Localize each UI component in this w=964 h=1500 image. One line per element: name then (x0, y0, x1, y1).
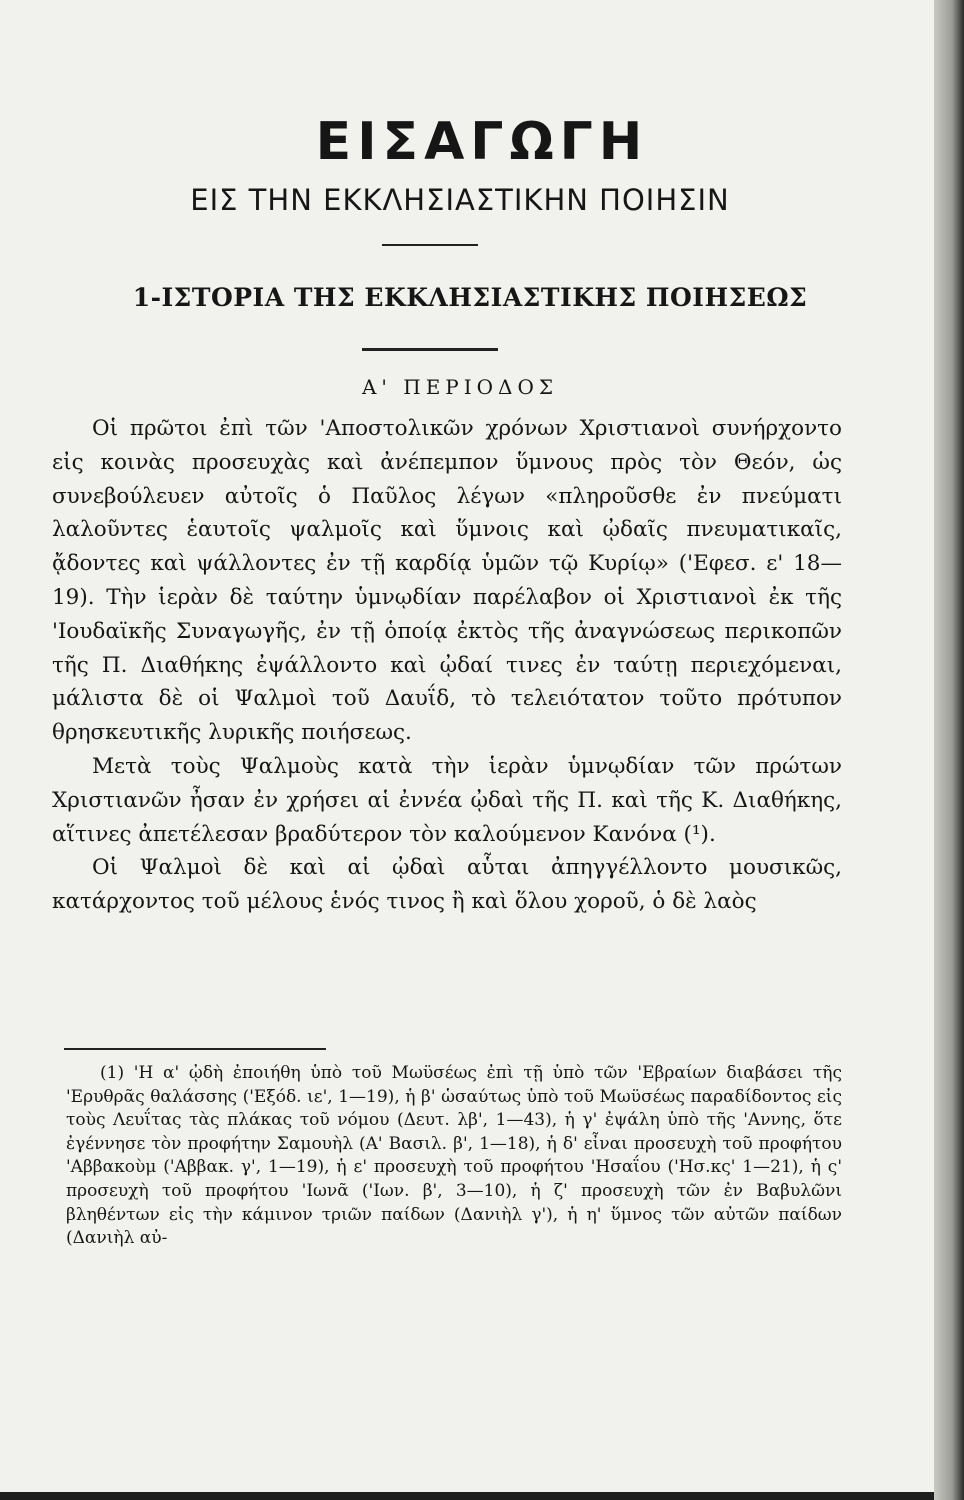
footnote (66, 1062, 842, 1251)
period-heading: Α' ΠΕΡΙΟΔΟΣ (361, 375, 559, 399)
body-paragraph: Μετὰ τοὺς Ψαλμοὺς κατὰ τὴν ἱερὰν ὑμνῳδίαν τῶν πρώτων Χριστιανῶν ἦσαν ἐν χρήσει αἱ ἐννέα ᾠδαὶ τῆς Π. καὶ τῆς Κ. Διαθήκης, αἵτινες ἀπετέλεσαν βραδύτερον τὸν καλούμενον Κανόνα (¹). (52, 753, 842, 847)
footnote-text: (1) 'Η α' ᾠδὴ ἐποιήθη ὑπὸ τοῦ Μωϋσέως ἐπὶ τῇ ὑπὸ τῶν 'Εβραίων διαβάσει τῆς 'Ερυθρᾶς θαλάσσης ('Εξόδ. ιε', 1—19), ἡ β' ὡσαύτως ὑπὸ τοῦ Μωϋσέως παραδίδοντος εἰς τοὺς Λευΐτας τὰς πλάκας τοῦ νόμου (Δευτ. λβ', 1—43), ἡ γ' ἐψάλη ὑπὸ τῆς 'Αννης, ὅτε ἐγέννησε τὸν προφήτην Σαμουὴλ (Α' Βασιλ. β', 1—18), ἡ δ' εἶναι προσευχὴ τοῦ προφήτου 'Αββακοὺμ ('Αββακ. γ', 1—19), ἡ ε' προσευχὴ τοῦ προφήτου 'Ησαΐου ('Ησ.κς' 1—21), ἡ ς' προσευχὴ τοῦ προφήτου 'Ιωνᾶ ('Ιων. β', 3—10), ἡ ζ' προσευχὴ τῶν ἐν Βαβυλῶνι βληθέντων εἰς τὴν κάμινον τριῶν παίδων (Δανιὴλ γ'), ἡ η' ὕμνος τῶν αὐτῶν παίδων (Δανιὴλ αὐ- (66, 1063, 842, 1249)
body-paragraph: Οἱ Ψαλμοὶ δὲ καὶ αἱ ᾠδαὶ αὗται ἀπηγγέλλοντο μουσικῶς, κατάρχοντος τοῦ μέλους ἑνός τινος ἢ καὶ ὅλου χοροῦ, ὁ δὲ λαὸς (52, 855, 842, 915)
footnote-divider (64, 1048, 326, 1050)
page-subtitle: ΕΙΣ ΤΗΝ ΕΚΚΛΗΣΙΑΣΤΙΚΗΝ ΠΟΙΗΣΙΝ (190, 183, 730, 217)
section-divider (362, 348, 498, 351)
body-paragraph: Οἱ πρῶτοι ἐπὶ τῶν 'Αποστολικῶν χρόνων Χριστιανοὶ συνήρχοντο εἰς κοινὰς προσευχὰς καὶ ἀνέπεμπον ὕμνους πρὸς τὸν Θεόν, ὡς συνεβούλευεν αὐτοῖς ὁ Παῦλος λέγων «πληροῦσθε ἐν πνεύματι λαλοῦντες ἑαυτοῖς ψαλμοῖς καὶ ὕμνοις καὶ ᾠδαῖς πνευματικαῖς, ᾄδοντες καὶ ψάλλοντες ἐν τῇ καρδίᾳ ὑμῶν τῷ Κυρίῳ» ('Εφεσ. ε' 18—19). Τὴν ἱερὰν δὲ ταύτην ὑμνῳδίαν παρέλαβον οἱ Χριστιανοὶ ἐκ τῆς 'Ιουδαϊκῆς Συναγωγῆς, ἐν τῇ ὁποίᾳ ἐκτὸς τῆς ἀναγνώσεως περικοπῶν τῆς Π. Διαθήκης ἐψάλλοντο καὶ ᾠδαί τινες ἐν ταύτῃ περιεχόμεναι, μάλιστα δὲ οἱ Ψαλμοὶ τοῦ Δαυΐδ, τὸ τελειότατον τοῦτο πρότυπον θρησκευτικῆς λυρικῆς ποιήσεως. (52, 416, 842, 746)
title-divider (382, 244, 478, 246)
page-edge-shadow (934, 0, 964, 1500)
section-heading: 1-ΙΣΤΟΡΙΑ ΤΗΣ ΕΚΚΛΗΣΙΑΣΤΙΚΗΣ ΠΟΙΗΣΕΩΣ (132, 283, 808, 312)
page-title: ΕΙΣΑΓΩΓΗ (315, 112, 649, 172)
main-body-text (52, 412, 842, 919)
